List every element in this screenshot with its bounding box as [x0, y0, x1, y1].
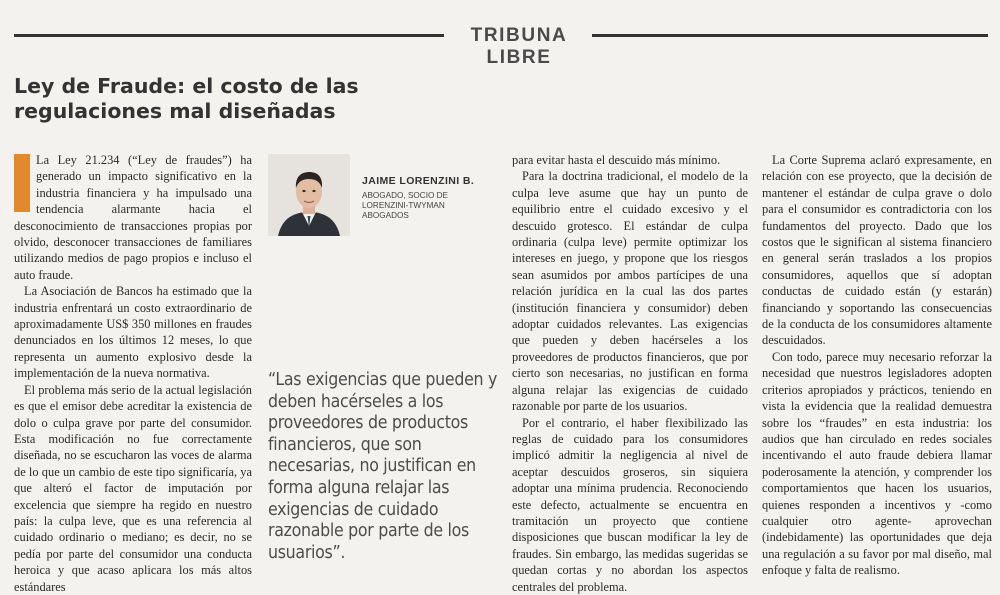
- author-role: ABOGADO, SOCIO DE LORENZINI-TWYMAN ABOGADOS: [362, 191, 448, 220]
- pull-quote: “Las exigencias que pueden y deben hacérseles a los proveedores de productos financieros, que son necesarias, no justifican en forma alguna relajar las exigencias de cuidado razonable por parte de los usuarios”.: [268, 370, 498, 563]
- paragraph: Para la doctrina tradicional, el modelo de la culpa leve asume que hay un punto de equilibrio entre el cuidado excesivo y el descuido grotesco. El estándar de culpa ordinaria (culpa leve) permite optimizar los intereses en juego, y propone que los riesgos sean asumidos por ambos partícipes de una relación jurídica en la cual las dos partes (institución financiera y consumidor) deben adoptar cuidados relevantes. Las exigencias que pueden y deben hacérseles a los proveedores de productos financieros, que por cierto son necesarias, no justifican en forma alguna relajar las exigencias de cuidado razonable por parte de los usuarios.: [512, 169, 748, 414]
- paragraph: La Ley 21.234 (“Ley de fraudes”) ha generado un impacto significativo en la industria financiera y ha impulsado una tendencia alarmante hacia el desconocimiento de transacciones propias por olvido, desconocer transacciones de familiares utilizando medios de pago propios e incluso el auto fraude.: [14, 153, 252, 282]
- paragraph: La Asociación de Bancos ha estimado que la industria enfrentará un costo extraordinario de aproximadamente US$ 350 millones en fraudes denunciados en los últimos 12 meses, lo que representa un aumento explosivo desde la implementación de la nueva normativa.: [14, 284, 252, 381]
- paragraph: Por el contrario, el haber flexibilizado las reglas de cuidado para los consumidores implicó admitir la negligencia al nivel de aceptar descuidos groseros, sin siquiera adoptar una mínima prudencia. Reconociendo este defecto, actualmente se encuentra en tramitación un proyecto que contiene disposiciones que buscan modificar la ley de fraudes. Sin embargo, las medidas sugeridas se quedan cortas y no abordan los aspectos centrales del problema.: [512, 415, 748, 594]
- portrait-icon: [268, 154, 350, 236]
- paragraph: Con todo, parece muy necesario reforzar la necesidad que nuestros legisladores adopten criterios apropiados y prácticos, teniendo en vista la evidencia que la realidad demuestra sobre los “fraudes” en esta industria: los audios que han circulado en redes sociales incentivando el auto fraude debiera llamar poderosamente la atención, y comprender los comportamientos que hacen los usuarios, quienes responden a incentivos y -como cualquier otro agente- aprovechan (indebidamente) las oportunidades que deja una regulación a su favor por mal diseño, mal enfoque y falta de realismo.: [762, 349, 992, 578]
- author-portrait: [268, 154, 350, 236]
- section-label: TRIBUNA LIBRE: [470, 25, 568, 68]
- paragraph: La Corte Suprema aclaró expresamente, en relación con ese proyecto, que la decisión de mantener el estándar de culpa grave o dolo para el consumidor es contradictoria con los fundamentos del proyecto. Dado que los costos que le significan al sistema financiero en general serán traslados a los propios consumidores, aquellos que sí adoptan conductas de cuidado están (y estarán) financiando y soportando las consecuencias de la conducta de los consumidores altamente descuidados.: [762, 153, 992, 348]
- author-name: JAIME LORENZINI B.: [362, 175, 475, 187]
- paragraph: El problema más serio de la actual legislación es que el emisor debe acreditar la existencia de dolo o culpa grave por parte del consumidor. Esta modificación no fue correctamente diseñada, no se escucharon las voces de alarma de lo que un cambio de este tipo significaría, ya que alteró el factor de imputación por excelencia que siempre ha regido en nuestro país: la culpa leve, que es una referencia al cuidado ordinario o mediano; es decir, no se pedía por parte del consumidor una conducta heroica y que acaso aplicara los más altos estándares: [14, 382, 252, 594]
- article-headline: Ley de Fraude: el costo de las regulaciones mal diseñadas: [14, 74, 359, 123]
- paragraph: para evitar hasta el descuido más mínimo.: [512, 153, 721, 167]
- article-column-2: [512, 152, 748, 595]
- article-column-3: [762, 152, 992, 579]
- section-rule-left: [14, 34, 444, 37]
- drop-cap-accent: [14, 154, 30, 212]
- section-rule-right: [592, 34, 988, 37]
- article-column-1: [14, 152, 252, 595]
